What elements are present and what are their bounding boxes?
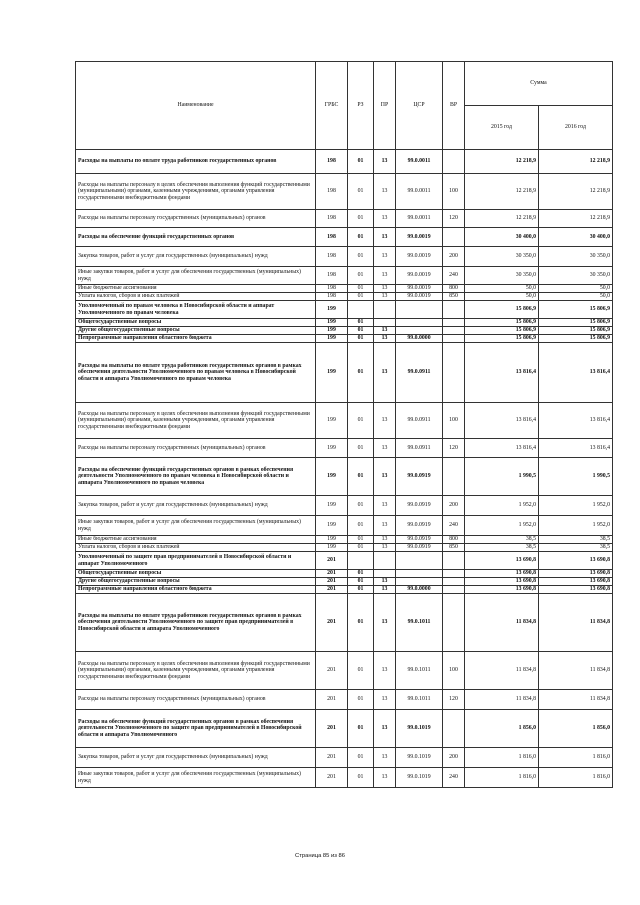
cell-name: Другие общегосударственные вопросы — [76, 327, 316, 335]
cell-vr — [443, 319, 465, 327]
cell-pr: 13 — [374, 228, 396, 247]
cell-rz: 01 — [348, 536, 374, 544]
cell-2016: 13 816,4 — [539, 439, 613, 458]
cell-2016: 15 806,9 — [539, 301, 613, 319]
cell-csr: 99.0.0019 — [396, 247, 443, 267]
cell-2016: 1 816,0 — [539, 748, 613, 768]
header-name: Наименование — [76, 62, 316, 150]
cell-grbs: 201 — [316, 748, 348, 768]
cell-pr: 13 — [374, 285, 396, 293]
cell-2015: 30 350,0 — [465, 267, 539, 285]
budget-sheet — [75, 61, 612, 788]
cell-grbs: 199 — [316, 327, 348, 335]
cell-name: Иные закупки товаров, работ и услуг для обеспечения государственных (муниципальных) нужд — [76, 768, 316, 788]
cell-csr: 99.0.1019 — [396, 768, 443, 788]
cell-rz: 01 — [348, 578, 374, 586]
cell-name: Расходы на выплаты персоналу в целях обеспечения выполнения функций государственными (муниципальными) органами, казенными учреждениями, органами управления государственными внебюджетными фондами — [76, 403, 316, 439]
cell-vr: 100 — [443, 652, 465, 690]
cell-rz: 01 — [348, 586, 374, 594]
cell-name: Расходы на выплаты по оплате труда работников государственных органов в рамках обеспечения деятельности Уполномоченного по правам человека в Новосибирской области и аппарата Уполномоченного по правам человека — [76, 343, 316, 403]
cell-2016: 11 834,8 — [539, 652, 613, 690]
cell-name: Иные закупки товаров, работ и услуг для обеспечения государственных (муниципальных) нужд — [76, 516, 316, 536]
cell-csr: 99.0.0011 — [396, 150, 443, 174]
cell-name: Другие общегосударственные вопросы — [76, 578, 316, 586]
cell-2016: 15 806,9 — [539, 319, 613, 327]
cell-rz: 01 — [348, 228, 374, 247]
cell-2015: 13 816,4 — [465, 439, 539, 458]
cell-2015: 1 816,0 — [465, 768, 539, 788]
cell-rz: 01 — [348, 439, 374, 458]
cell-rz: 01 — [348, 516, 374, 536]
table-row — [76, 285, 613, 293]
cell-name: Иные закупки товаров, работ и услуг для обеспечения государственных (муниципальных) нужд — [76, 267, 316, 285]
table-row — [76, 293, 613, 301]
cell-grbs: 201 — [316, 690, 348, 710]
table-row — [76, 403, 613, 439]
table-row — [76, 439, 613, 458]
cell-vr: 100 — [443, 403, 465, 439]
cell-pr: 13 — [374, 267, 396, 285]
header-year-2015: 2015 год — [465, 106, 539, 150]
cell-vr: 120 — [443, 439, 465, 458]
cell-2016: 1 952,0 — [539, 496, 613, 516]
table-row — [76, 301, 613, 319]
cell-vr: 120 — [443, 690, 465, 710]
cell-grbs: 199 — [316, 439, 348, 458]
cell-name: Расходы на обеспечение функций государственных органов в рамках обеспечения деятельности Уполномоченного по правам человека в Новосибирской области и аппарата Уполномоченного по правам человека — [76, 458, 316, 496]
cell-rz — [348, 552, 374, 570]
cell-name: Расходы на выплаты персоналу в целях обеспечения выполнения функций государственными (муниципальными) органами, казенными учреждениями, органами управления государственными внебюджетными фондами — [76, 652, 316, 690]
cell-vr — [443, 594, 465, 652]
cell-csr: 99.0.0919 — [396, 516, 443, 536]
cell-grbs: 199 — [316, 496, 348, 516]
cell-csr — [396, 319, 443, 327]
cell-name: Расходы на обеспечение функций государственных органов в рамках обеспечения деятельности Уполномоченного по защите прав предпринимателей в Новосибирской области и аппарата Уполномоченного — [76, 710, 316, 748]
cell-rz: 01 — [348, 150, 374, 174]
cell-2015: 38,5 — [465, 544, 539, 552]
header-grbs: ГРБС — [316, 62, 348, 150]
cell-pr: 13 — [374, 586, 396, 594]
cell-2015: 12 218,9 — [465, 174, 539, 210]
cell-pr: 13 — [374, 150, 396, 174]
cell-rz: 01 — [348, 690, 374, 710]
cell-grbs: 198 — [316, 228, 348, 247]
cell-vr — [443, 150, 465, 174]
cell-rz: 01 — [348, 458, 374, 496]
cell-rz: 01 — [348, 652, 374, 690]
cell-2016: 11 834,8 — [539, 594, 613, 652]
cell-grbs: 201 — [316, 586, 348, 594]
cell-name: Уплата налогов, сборов и иных платежей — [76, 293, 316, 301]
cell-name: Иные бюджетные ассигнования — [76, 285, 316, 293]
cell-rz: 01 — [348, 267, 374, 285]
cell-vr — [443, 570, 465, 578]
cell-grbs: 198 — [316, 150, 348, 174]
cell-name: Непрограммные направления областного бюджета — [76, 586, 316, 594]
cell-rz: 01 — [348, 319, 374, 327]
cell-vr: 850 — [443, 293, 465, 301]
cell-vr: 240 — [443, 768, 465, 788]
cell-grbs: 201 — [316, 710, 348, 748]
cell-csr: 99.0.0911 — [396, 343, 443, 403]
table-row — [76, 150, 613, 174]
cell-name: Общегосударственные вопросы — [76, 570, 316, 578]
table-row — [76, 768, 613, 788]
cell-2015: 13 690,8 — [465, 570, 539, 578]
table-row — [76, 228, 613, 247]
cell-csr: 99.0.1011 — [396, 652, 443, 690]
cell-vr — [443, 458, 465, 496]
cell-2015: 11 834,8 — [465, 652, 539, 690]
table-row — [76, 710, 613, 748]
cell-pr — [374, 301, 396, 319]
cell-grbs: 198 — [316, 285, 348, 293]
cell-csr: 99.0.0019 — [396, 285, 443, 293]
cell-2015: 11 834,8 — [465, 690, 539, 710]
cell-rz: 01 — [348, 496, 374, 516]
cell-2016: 13 690,8 — [539, 570, 613, 578]
cell-2016: 13 690,8 — [539, 578, 613, 586]
cell-rz: 01 — [348, 174, 374, 210]
cell-2016: 15 806,9 — [539, 335, 613, 343]
cell-csr: 99.0.1019 — [396, 710, 443, 748]
cell-2016: 38,5 — [539, 536, 613, 544]
cell-csr — [396, 578, 443, 586]
table-body — [76, 150, 613, 788]
header-csr: ЦСР — [396, 62, 443, 150]
cell-rz: 01 — [348, 544, 374, 552]
cell-vr: 200 — [443, 247, 465, 267]
cell-csr: 99.0.1019 — [396, 748, 443, 768]
cell-rz: 01 — [348, 247, 374, 267]
cell-name: Непрограммные направления областного бюджета — [76, 335, 316, 343]
cell-name: Иные бюджетные ассигнования — [76, 536, 316, 544]
cell-2016: 12 218,9 — [539, 210, 613, 228]
cell-2016: 1 952,0 — [539, 516, 613, 536]
table-row — [76, 594, 613, 652]
table-row — [76, 458, 613, 496]
cell-vr: 800 — [443, 285, 465, 293]
cell-name: Расходы на выплаты персоналу государственных (муниципальных) органов — [76, 439, 316, 458]
cell-name: Уполномоченный по правам человека в Новосибирской области и аппарат Уполномоченного по правам человека — [76, 301, 316, 319]
cell-grbs: 198 — [316, 247, 348, 267]
cell-grbs: 201 — [316, 552, 348, 570]
cell-grbs: 198 — [316, 293, 348, 301]
table-row — [76, 335, 613, 343]
table-row — [76, 319, 613, 327]
cell-2016: 30 350,0 — [539, 267, 613, 285]
cell-2016: 1 990,5 — [539, 458, 613, 496]
cell-pr: 13 — [374, 690, 396, 710]
cell-csr: 99.0.0011 — [396, 174, 443, 210]
cell-rz: 01 — [348, 403, 374, 439]
cell-grbs: 199 — [316, 301, 348, 319]
cell-pr: 13 — [374, 458, 396, 496]
cell-csr: 99.0.0919 — [396, 496, 443, 516]
cell-2016: 1 856,0 — [539, 710, 613, 748]
cell-rz: 01 — [348, 210, 374, 228]
cell-2016: 11 834,8 — [539, 690, 613, 710]
cell-pr: 13 — [374, 544, 396, 552]
cell-2016: 30 350,0 — [539, 247, 613, 267]
cell-grbs: 201 — [316, 594, 348, 652]
cell-2016: 38,5 — [539, 544, 613, 552]
cell-2016: 15 806,9 — [539, 327, 613, 335]
table-row — [76, 652, 613, 690]
cell-csr: 99.0.0919 — [396, 458, 443, 496]
table-row — [76, 496, 613, 516]
cell-vr: 200 — [443, 748, 465, 768]
cell-pr: 13 — [374, 327, 396, 335]
cell-pr: 13 — [374, 652, 396, 690]
table-row — [76, 247, 613, 267]
cell-2016: 50,0 — [539, 293, 613, 301]
cell-vr: 800 — [443, 536, 465, 544]
cell-2015: 50,0 — [465, 293, 539, 301]
cell-2015: 30 350,0 — [465, 247, 539, 267]
cell-2016: 13 690,8 — [539, 552, 613, 570]
cell-csr — [396, 570, 443, 578]
table-row — [76, 174, 613, 210]
cell-vr — [443, 228, 465, 247]
header-vr: ВР — [443, 62, 465, 150]
cell-vr — [443, 327, 465, 335]
cell-csr: 99.0.0000 — [396, 335, 443, 343]
cell-grbs: 199 — [316, 516, 348, 536]
cell-grbs: 198 — [316, 210, 348, 228]
cell-csr: 99.0.0919 — [396, 544, 443, 552]
cell-pr: 13 — [374, 496, 396, 516]
cell-vr: 240 — [443, 516, 465, 536]
table-row — [76, 267, 613, 285]
table-row — [76, 748, 613, 768]
cell-2015: 11 834,8 — [465, 594, 539, 652]
cell-vr — [443, 710, 465, 748]
cell-csr: 99.0.0000 — [396, 586, 443, 594]
cell-pr: 13 — [374, 516, 396, 536]
cell-2015: 38,5 — [465, 536, 539, 544]
cell-rz: 01 — [348, 285, 374, 293]
cell-grbs: 201 — [316, 578, 348, 586]
cell-pr: 13 — [374, 594, 396, 652]
cell-pr — [374, 319, 396, 327]
cell-2015: 13 690,8 — [465, 552, 539, 570]
header-rz: РЗ — [348, 62, 374, 150]
cell-csr: 99.0.0019 — [396, 228, 443, 247]
cell-vr — [443, 578, 465, 586]
table-row — [76, 690, 613, 710]
cell-name: Закупка товаров, работ и услуг для государственных (муниципальных) нужд — [76, 247, 316, 267]
table-row — [76, 536, 613, 544]
cell-vr — [443, 586, 465, 594]
cell-grbs: 201 — [316, 768, 348, 788]
table-row — [76, 327, 613, 335]
cell-grbs: 199 — [316, 319, 348, 327]
cell-vr: 850 — [443, 544, 465, 552]
cell-2015: 1 990,5 — [465, 458, 539, 496]
cell-name: Уполномоченный по защите прав предпринимателей в Новосибирской области и аппарат Уполномоченного — [76, 552, 316, 570]
cell-2016: 13 690,8 — [539, 586, 613, 594]
cell-name: Закупка товаров, работ и услуг для государственных (муниципальных) нужд — [76, 496, 316, 516]
table-row — [76, 544, 613, 552]
cell-name: Расходы на выплаты персоналу государственных (муниципальных) органов — [76, 210, 316, 228]
cell-pr: 13 — [374, 748, 396, 768]
cell-pr — [374, 570, 396, 578]
table-row — [76, 552, 613, 570]
cell-name: Расходы на выплаты персоналу в целях обеспечения выполнения функций государственными (муниципальными) органами, казенными учреждениями, органами управления государственными внебюджетными фондами — [76, 174, 316, 210]
cell-2016: 12 218,9 — [539, 174, 613, 210]
cell-2016: 1 816,0 — [539, 768, 613, 788]
cell-pr: 13 — [374, 710, 396, 748]
cell-csr: 99.0.0911 — [396, 403, 443, 439]
cell-grbs: 199 — [316, 536, 348, 544]
cell-2016: 13 816,4 — [539, 403, 613, 439]
cell-name: Общегосударственные вопросы — [76, 319, 316, 327]
cell-name: Расходы на обеспечение функций государственных органов — [76, 228, 316, 247]
cell-pr: 13 — [374, 403, 396, 439]
cell-2015: 13 690,8 — [465, 586, 539, 594]
cell-csr: 99.0.0911 — [396, 439, 443, 458]
table-row — [76, 578, 613, 586]
cell-grbs: 201 — [316, 652, 348, 690]
cell-name: Расходы на выплаты по оплате труда работников государственных органов в рамках обеспечения деятельности Уполномоченного по защите прав предпринимателей в Новосибирской области и аппарата Уполномоченного — [76, 594, 316, 652]
cell-csr: 99.0.0919 — [396, 536, 443, 544]
cell-rz: 01 — [348, 335, 374, 343]
cell-rz — [348, 301, 374, 319]
cell-grbs: 199 — [316, 544, 348, 552]
cell-csr: 99.0.0011 — [396, 210, 443, 228]
cell-pr: 13 — [374, 174, 396, 210]
cell-rz: 01 — [348, 293, 374, 301]
cell-rz: 01 — [348, 327, 374, 335]
header-pr: ПР — [374, 62, 396, 150]
cell-2016: 30 400,0 — [539, 228, 613, 247]
cell-2015: 13 816,4 — [465, 403, 539, 439]
cell-vr: 100 — [443, 174, 465, 210]
cell-grbs: 199 — [316, 335, 348, 343]
cell-csr: 99.0.1011 — [396, 690, 443, 710]
cell-2015: 1 856,0 — [465, 710, 539, 748]
cell-name: Расходы на выплаты персоналу государственных (муниципальных) органов — [76, 690, 316, 710]
cell-pr: 13 — [374, 578, 396, 586]
cell-csr — [396, 301, 443, 319]
cell-grbs: 198 — [316, 174, 348, 210]
cell-2015: 30 400,0 — [465, 228, 539, 247]
cell-pr: 13 — [374, 343, 396, 403]
cell-vr — [443, 335, 465, 343]
cell-grbs: 201 — [316, 570, 348, 578]
header-sum: Сумма — [465, 62, 613, 106]
cell-2016: 50,0 — [539, 285, 613, 293]
budget-table — [75, 61, 613, 788]
cell-name: Уплата налогов, сборов и иных платежей — [76, 544, 316, 552]
table-row — [76, 516, 613, 536]
cell-rz: 01 — [348, 570, 374, 578]
cell-vr: 120 — [443, 210, 465, 228]
cell-2015: 15 806,9 — [465, 319, 539, 327]
cell-vr: 200 — [443, 496, 465, 516]
cell-csr: 99.0.1011 — [396, 594, 443, 652]
cell-vr: 240 — [443, 267, 465, 285]
cell-pr: 13 — [374, 210, 396, 228]
cell-grbs: 199 — [316, 403, 348, 439]
cell-2015: 50,0 — [465, 285, 539, 293]
cell-pr — [374, 552, 396, 570]
header-year-2016: 2016 год — [539, 106, 613, 150]
cell-rz: 01 — [348, 768, 374, 788]
cell-2015: 15 806,9 — [465, 327, 539, 335]
cell-csr: 99.0.0019 — [396, 267, 443, 285]
table-row — [76, 210, 613, 228]
table-row — [76, 343, 613, 403]
cell-2015: 1 952,0 — [465, 496, 539, 516]
cell-csr: 99.0.0019 — [396, 293, 443, 301]
cell-2015: 15 806,9 — [465, 301, 539, 319]
cell-grbs: 199 — [316, 458, 348, 496]
cell-2015: 13 816,4 — [465, 343, 539, 403]
page-number: Страница 85 из 86 — [295, 853, 345, 859]
table-row — [76, 586, 613, 594]
cell-grbs: 199 — [316, 343, 348, 403]
cell-2016: 12 218,9 — [539, 150, 613, 174]
cell-grbs: 198 — [316, 267, 348, 285]
cell-rz: 01 — [348, 343, 374, 403]
cell-vr — [443, 552, 465, 570]
cell-rz: 01 — [348, 748, 374, 768]
cell-name: Закупка товаров, работ и услуг для государственных (муниципальных) нужд — [76, 748, 316, 768]
cell-pr: 13 — [374, 439, 396, 458]
cell-2015: 13 690,8 — [465, 578, 539, 586]
cell-pr: 13 — [374, 335, 396, 343]
cell-rz: 01 — [348, 594, 374, 652]
cell-vr — [443, 301, 465, 319]
cell-pr: 13 — [374, 768, 396, 788]
cell-rz: 01 — [348, 710, 374, 748]
cell-name: Расходы на выплаты по оплате труда работников государственных органов — [76, 150, 316, 174]
cell-2015: 12 218,9 — [465, 150, 539, 174]
cell-pr: 13 — [374, 536, 396, 544]
cell-2015: 1 952,0 — [465, 516, 539, 536]
cell-csr — [396, 552, 443, 570]
cell-pr: 13 — [374, 293, 396, 301]
table-row — [76, 570, 613, 578]
cell-2016: 13 816,4 — [539, 343, 613, 403]
cell-vr — [443, 343, 465, 403]
cell-2015: 1 816,0 — [465, 748, 539, 768]
cell-2015: 12 218,9 — [465, 210, 539, 228]
cell-2015: 15 806,9 — [465, 335, 539, 343]
cell-pr: 13 — [374, 247, 396, 267]
cell-csr — [396, 327, 443, 335]
